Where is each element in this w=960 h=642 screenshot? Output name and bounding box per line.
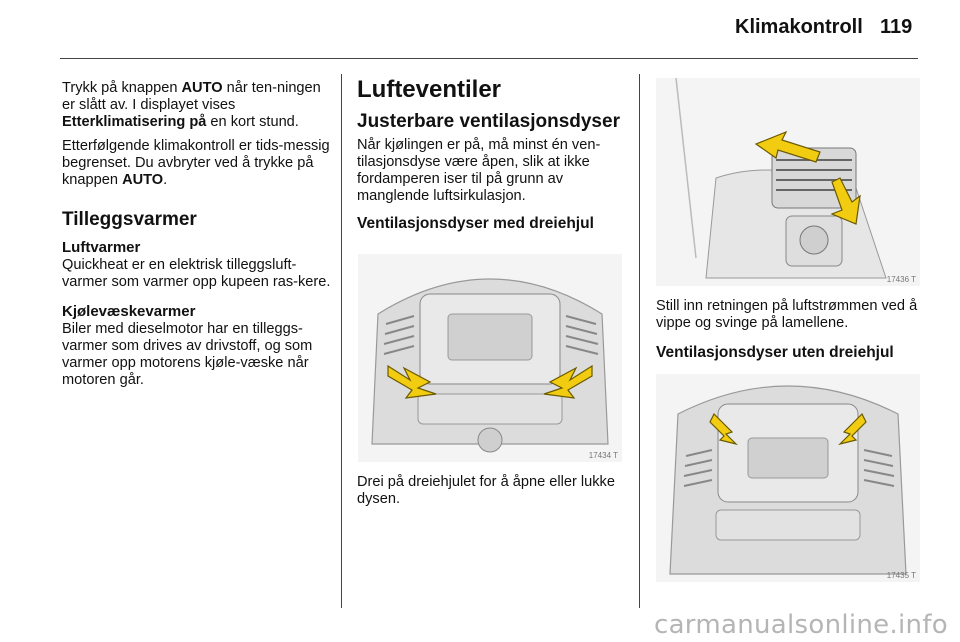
subheading-justerbare: Justerbare ventilasjonsdyser [357, 111, 620, 132]
dashboard-illustration [358, 254, 622, 462]
paragraph-auto-1: Trykk på knappen AUTO når ten-ningen er slått av. I displayet vises Etterklimatisering på en kort stund. [62, 80, 321, 130]
paragraph-kjolevaeskevarmer: Biler med dieselmotor har en tilleggs-varmer som drives av drivstoff, og som varmer opp motorens kjøle-væske når motoren går. [62, 321, 313, 388]
figure-code-1: 17436 T [886, 275, 916, 284]
heading-lufteventiler: Lufteventiler [357, 76, 502, 103]
paragraph-intro: Når kjølingen er på, må minst én ven-tilasjonsdyse være åpen, slik at ikke fordamperen iser til på grunn av manglende luftsirkulasjon. [357, 137, 601, 204]
page-number: 119 [880, 16, 913, 38]
figure-vents-with-wheel [358, 254, 622, 462]
left-column [62, 80, 332, 396]
subheading-luftvarmer: Luftvarmer [62, 239, 141, 256]
paragraph-luftvarmer: Quickheat er en elektrisk tilleggsluft-varmer som varmer opp kupeen ras-kere. [62, 257, 331, 290]
column-divider-right [639, 74, 640, 608]
subheading-med-dreiehjul: Ventilasjonsdyser med dreiehjul [357, 215, 594, 232]
paragraph-auto-2: Etterfølgende klimakontroll er tids-messig begrenset. Du avbryter ved å trykke på knappen AUTO. [62, 138, 330, 188]
vent-illustration [656, 78, 920, 286]
column-divider-left [341, 74, 342, 608]
figure-vents-without-wheel [656, 374, 920, 582]
page-title: Klimakontroll [735, 16, 863, 38]
header-rule [60, 58, 918, 59]
dashboard-illustration-2 [656, 374, 920, 582]
caption-dreiehjul: Drei på dreiehjulet for å åpne eller lukke dysen. [357, 474, 615, 507]
figure-code: 17434 T [588, 451, 618, 460]
figure-code-2: 17435 T [886, 571, 916, 580]
right-column [656, 298, 926, 368]
paragraph-lameller: Still inn retningen på luftstrømmen ved å vippe og svinge på lamellene. [656, 298, 918, 331]
middle-column [357, 76, 629, 239]
watermark: carmanualsonline.info [653, 610, 948, 640]
subheading-kjolevaeskevarmer: Kjølevæskevarmer [62, 303, 196, 320]
figure-vent-close-up [656, 78, 920, 286]
heading-tilleggsvarmer: Tilleggsvarmer [62, 209, 197, 230]
middle-caption-block [357, 474, 629, 515]
subheading-uten-dreiehjul: Ventilasjonsdyser uten dreiehjul [656, 344, 894, 361]
